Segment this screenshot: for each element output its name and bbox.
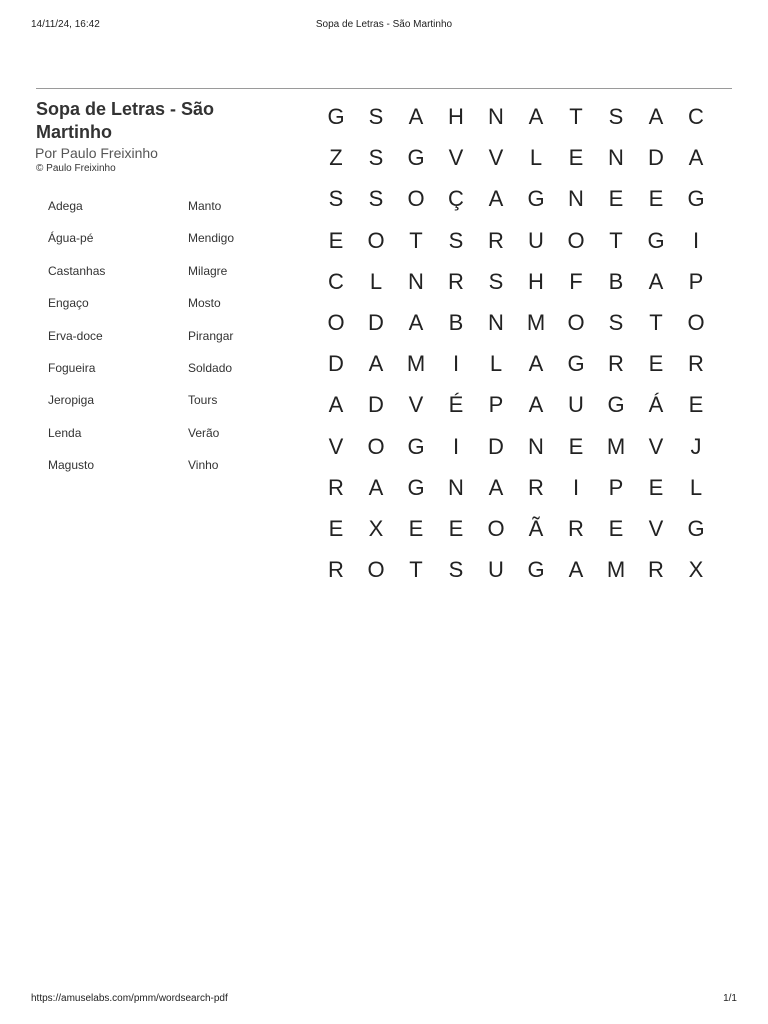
- grid-letter: C: [688, 104, 704, 129]
- grid-letter: V: [448, 145, 464, 171]
- grid-letter: O: [367, 557, 385, 583]
- grid-letter: V: [488, 145, 504, 171]
- grid-letter: A: [488, 186, 504, 212]
- grid-letter: E: [648, 474, 664, 500]
- grid-letter: N: [448, 474, 464, 500]
- word-item: Mendigo: [188, 231, 235, 246]
- grid-letter: R: [688, 351, 704, 377]
- grid-letter: G: [647, 227, 665, 253]
- grid-letter: M: [526, 309, 546, 335]
- grid-letter: H: [448, 104, 464, 129]
- grid-letter: T: [409, 557, 423, 583]
- grid-letter: A: [688, 145, 704, 171]
- grid-letter: G: [527, 186, 545, 212]
- grid-letter: A: [368, 474, 384, 500]
- grid-letter: E: [408, 515, 424, 541]
- grid-letter: D: [648, 145, 664, 171]
- grid-letter: O: [367, 227, 385, 253]
- grid-letter: I: [452, 351, 460, 377]
- word-item: Fogueira: [48, 360, 96, 375]
- word-item: Tours: [188, 393, 218, 408]
- grid-letter: X: [368, 515, 384, 541]
- grid-letter: U: [568, 392, 584, 418]
- grid-letter: O: [367, 433, 385, 459]
- grid-letter: Á: [648, 392, 664, 418]
- grid-letter: B: [608, 268, 624, 294]
- grid-letter: G: [567, 351, 585, 377]
- grid-letter: V: [408, 392, 424, 418]
- grid-letter: R: [608, 351, 624, 377]
- grid-letter: A: [408, 104, 424, 129]
- grid-letter: S: [368, 145, 384, 171]
- grid-letter: F: [569, 268, 583, 294]
- grid-letter: G: [687, 186, 705, 212]
- grid-letter: R: [328, 557, 344, 583]
- grid-letter: H: [528, 268, 544, 294]
- grid-letter: T: [569, 104, 583, 129]
- grid-letter: A: [648, 104, 664, 129]
- grid-letter: D: [368, 309, 384, 335]
- grid-letter: I: [572, 474, 580, 500]
- word-item: Adega: [48, 199, 83, 213]
- grid-letter: O: [327, 309, 345, 335]
- grid-letter: S: [328, 186, 344, 212]
- grid-letter: S: [448, 557, 464, 583]
- grid-letter: G: [407, 474, 425, 500]
- grid-letter: E: [608, 186, 624, 212]
- grid-letter: A: [368, 351, 384, 377]
- grid-letter: D: [328, 351, 344, 377]
- grid-letter: A: [528, 351, 544, 377]
- print-page-number: 1/1: [723, 993, 737, 1004]
- grid-letter: Ç: [448, 186, 464, 212]
- grid-letter: L: [369, 268, 383, 294]
- grid-letter: G: [687, 515, 705, 541]
- grid-letter: V: [328, 433, 344, 459]
- grid-letter: P: [488, 392, 504, 418]
- grid-letter: E: [608, 515, 624, 541]
- grid-letter: S: [608, 104, 624, 129]
- grid-letter: O: [687, 309, 705, 335]
- grid-letter: M: [606, 433, 626, 459]
- grid-letter: G: [407, 145, 425, 171]
- grid-letter: A: [648, 268, 664, 294]
- grid-letter: M: [406, 351, 426, 377]
- grid-letter: U: [488, 557, 504, 583]
- grid-letter: É: [448, 392, 464, 418]
- print-datetime: 14/11/24, 16:42: [31, 19, 100, 30]
- grid-letter: R: [488, 227, 504, 253]
- word-item: Mosto: [188, 296, 221, 311]
- grid-letter: E: [568, 145, 584, 171]
- grid-letter: E: [568, 433, 584, 459]
- word-item: Água-pé: [48, 231, 94, 246]
- puzzle-copyright: © Paulo Freixinho: [36, 163, 116, 174]
- word-item: Manto: [188, 199, 222, 213]
- word-item: Soldado: [188, 360, 233, 375]
- grid-letter: L: [489, 351, 503, 377]
- grid-letter: N: [488, 309, 504, 335]
- grid-letter: N: [488, 104, 504, 129]
- word-list: [48, 198, 288, 490]
- word-item: Verão: [188, 425, 220, 440]
- print-url: https://amuselabs.com/pmm/wordsearch-pdf: [31, 993, 228, 1004]
- grid-letter: O: [407, 186, 425, 212]
- grid-letter: E: [648, 351, 664, 377]
- grid-letter: T: [409, 227, 423, 253]
- grid-letter: E: [688, 392, 704, 418]
- word-item: Engaço: [48, 296, 89, 311]
- grid-letter: R: [448, 268, 464, 294]
- grid-letter: S: [488, 268, 504, 294]
- grid-letter: S: [608, 309, 624, 335]
- grid-letter: C: [328, 268, 344, 294]
- grid-letter: Z: [329, 145, 343, 171]
- grid-letter: X: [688, 557, 704, 583]
- grid-letter: P: [688, 268, 704, 294]
- grid-letter: D: [488, 433, 504, 459]
- grid-letter: I: [692, 227, 700, 253]
- grid-letter: J: [690, 433, 702, 459]
- grid-letter: E: [328, 227, 344, 253]
- grid-letter: N: [528, 433, 544, 459]
- grid-letter: L: [689, 474, 703, 500]
- grid-letter: R: [328, 474, 344, 500]
- puzzle-author: Por Paulo Freixinho: [35, 145, 158, 161]
- word-item: Lenda: [48, 425, 82, 440]
- grid-letter: S: [368, 104, 384, 129]
- grid-letter: Ã: [528, 515, 544, 541]
- grid-letter: A: [528, 104, 544, 129]
- grid-letter: U: [528, 227, 544, 253]
- grid-letter: V: [648, 515, 664, 541]
- grid-letter: S: [368, 186, 384, 212]
- header-divider: [36, 88, 732, 89]
- word-item: Jeropiga: [48, 393, 95, 408]
- grid-letter: D: [368, 392, 384, 418]
- grid-letter: S: [448, 227, 464, 253]
- grid-letter: R: [648, 557, 664, 583]
- grid-letter: L: [529, 145, 543, 171]
- grid-letter: G: [527, 557, 545, 583]
- grid-letter: R: [528, 474, 544, 500]
- grid-letter: E: [448, 515, 464, 541]
- grid-letter: O: [567, 227, 585, 253]
- grid-letter: E: [328, 515, 344, 541]
- grid-letter: A: [568, 557, 584, 583]
- grid-letter: A: [408, 309, 424, 335]
- grid-letter: O: [567, 309, 585, 335]
- print-page-title: Sopa de Letras - São Martinho: [315, 19, 453, 30]
- grid-letter: G: [607, 392, 625, 418]
- puzzle-title: Sopa de Letras - São Martinho: [36, 99, 215, 142]
- letter-grid: [316, 99, 716, 593]
- word-item: Vinho: [188, 458, 219, 473]
- grid-letter: O: [487, 515, 505, 541]
- grid-letter: V: [648, 433, 664, 459]
- word-item: Castanhas: [48, 263, 106, 278]
- grid-letter: A: [328, 392, 344, 418]
- grid-letter: T: [649, 309, 663, 335]
- grid-letter: R: [568, 515, 584, 541]
- grid-letter: N: [408, 268, 424, 294]
- grid-letter: G: [407, 433, 425, 459]
- grid-letter: N: [608, 145, 624, 171]
- word-item: Erva-doce: [48, 328, 103, 343]
- word-item: Magusto: [48, 458, 95, 473]
- grid-letter: E: [648, 186, 664, 212]
- grid-letter: P: [608, 474, 624, 500]
- grid-letter: A: [488, 474, 504, 500]
- grid-letter: I: [452, 433, 460, 459]
- grid-letter: B: [448, 309, 464, 335]
- grid-letter: A: [528, 392, 544, 418]
- word-item: Pirangar: [188, 328, 234, 343]
- grid-letter: T: [609, 227, 623, 253]
- word-item: Milagre: [188, 263, 228, 278]
- grid-letter: M: [606, 557, 626, 583]
- grid-letter: N: [568, 186, 584, 212]
- grid-letter: G: [327, 104, 345, 129]
